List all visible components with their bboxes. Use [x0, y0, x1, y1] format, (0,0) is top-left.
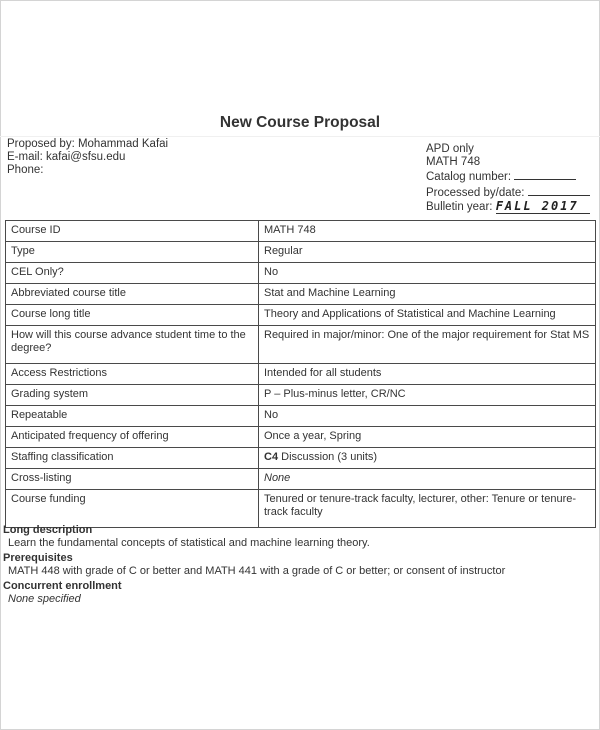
row-value: No [259, 406, 596, 427]
processed-by-blank [528, 185, 590, 196]
table-row [6, 364, 596, 385]
table-row [6, 221, 596, 242]
apd-course: MATH 748 [426, 156, 481, 169]
table-row [6, 305, 596, 326]
staffing-description: Discussion (3 units) [278, 451, 378, 463]
bulletin-year-handwritten: FALL 2017 [496, 200, 590, 214]
bulletin-year-field [426, 200, 590, 214]
document-title: New Course Proposal [219, 114, 381, 131]
row-value: Tenured or tenure-track faculty, lecturer, other: Tenure or tenure-track faculty [259, 490, 596, 528]
row-label: Grading system [6, 385, 259, 406]
table-row [6, 448, 596, 469]
row-value: No [259, 263, 596, 284]
course-details-table [5, 220, 596, 528]
proposer-info [7, 138, 168, 177]
row-label: Repeatable [6, 406, 259, 427]
row-label: Course ID [6, 221, 259, 242]
apd-only-box [426, 143, 590, 214]
row-value: MATH 748 [259, 221, 596, 242]
row-label: Staffing classification [6, 448, 259, 469]
proposer-email: E-mail: kafai@sfsu.edu [7, 151, 126, 163]
table-row [6, 469, 596, 490]
proposer-phone: Phone: [7, 164, 44, 176]
row-value: Theory and Applications of Statistical and Machine Learning [259, 305, 596, 326]
row-value: Regular [259, 242, 596, 263]
table-row [6, 263, 596, 284]
row-value: Stat and Machine Learning [259, 284, 596, 305]
row-value: Once a year, Spring [259, 427, 596, 448]
row-label: Type [6, 242, 259, 263]
row-value: Intended for all students [259, 364, 596, 385]
table-row [6, 242, 596, 263]
row-label: How will this course advance student time to the degree? [6, 326, 259, 364]
table-row [6, 427, 596, 448]
row-value: P – Plus-minus letter, CR/NC [259, 385, 596, 406]
row-label: Cross-listing [6, 469, 259, 490]
proposed-by: Proposed by: Mohammad Kafai [7, 138, 169, 150]
row-label: Anticipated frequency of offering [6, 427, 259, 448]
title-divider [0, 136, 600, 137]
table-row [6, 406, 596, 427]
row-label: Access Restrictions [6, 364, 259, 385]
row-label: CEL Only? [6, 263, 259, 284]
course-sections [3, 522, 505, 606]
concurrent-enrollment-body: None specified [8, 593, 81, 605]
table-row [6, 326, 596, 364]
table-row [6, 385, 596, 406]
prerequisites-body: MATH 448 with grade of C or better and MATH 441 with a grade of C or better; or consent of instructor [8, 565, 506, 577]
row-label: Course funding [6, 490, 259, 528]
catalog-number-label: Catalog number: [426, 171, 512, 184]
catalog-number-blank [514, 169, 576, 180]
concurrent-enrollment-heading: Concurrent enrollment [3, 580, 122, 592]
apd-heading: APD only [426, 143, 474, 155]
row-label: Course long title [6, 305, 259, 326]
processed-by-field [426, 185, 590, 200]
staffing-code: C4 [264, 451, 279, 463]
long-description-heading: Long description [3, 524, 93, 536]
long-description-body: Learn the fundamental concepts of statistical and machine learning theory. [8, 537, 370, 549]
catalog-number-field [426, 169, 590, 184]
row-value: Required in major/minor: One of the major requirement for Stat MS [259, 326, 596, 364]
row-label: Abbreviated course title [6, 284, 259, 305]
row-value [259, 448, 596, 469]
processed-by-label: Processed by/date: [426, 186, 525, 199]
prerequisites-heading: Prerequisites [3, 552, 73, 564]
table-row [6, 284, 596, 305]
bulletin-year-label: Bulletin year: [426, 200, 493, 213]
row-value: None [259, 469, 596, 490]
